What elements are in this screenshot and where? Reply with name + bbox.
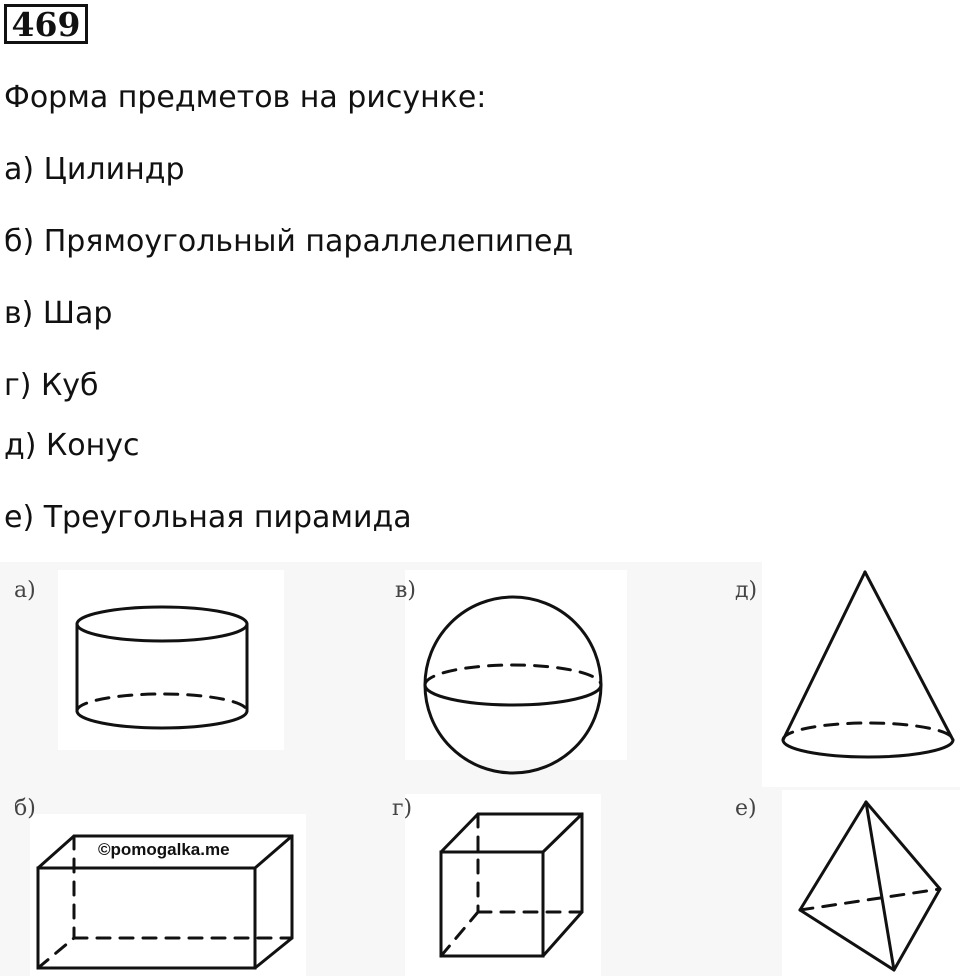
- intro-text: Форма предметов на рисунке:: [4, 80, 487, 115]
- figure-label-b: б): [14, 796, 36, 821]
- figure-label-d: д): [735, 578, 758, 603]
- figure-label-g: г): [392, 796, 413, 821]
- figure-label-a: а): [14, 578, 36, 603]
- answer-b: б) Прямоугольный параллелепипед: [4, 224, 574, 259]
- figure-label-v: в): [395, 578, 416, 603]
- answer-g: г) Куб: [4, 368, 99, 403]
- answer-a: а) Цилиндр: [4, 152, 185, 187]
- cone-figure: [783, 572, 953, 757]
- figures-panel: [0, 562, 960, 976]
- answer-v: в) Шар: [4, 296, 113, 331]
- cylinder-figure: [77, 607, 247, 728]
- figure-label-e: е): [735, 796, 757, 821]
- figures-drawing: [0, 562, 960, 976]
- answer-d: д) Конус: [4, 428, 140, 463]
- watermark-text: ©pomogalka.me: [98, 840, 230, 859]
- task-number: 469: [4, 4, 88, 44]
- sphere-figure: [425, 597, 601, 773]
- triangular-pyramid-figure: [800, 802, 940, 970]
- answer-e: е) Треугольная пирамида: [4, 500, 412, 535]
- cube-figure: [441, 814, 582, 956]
